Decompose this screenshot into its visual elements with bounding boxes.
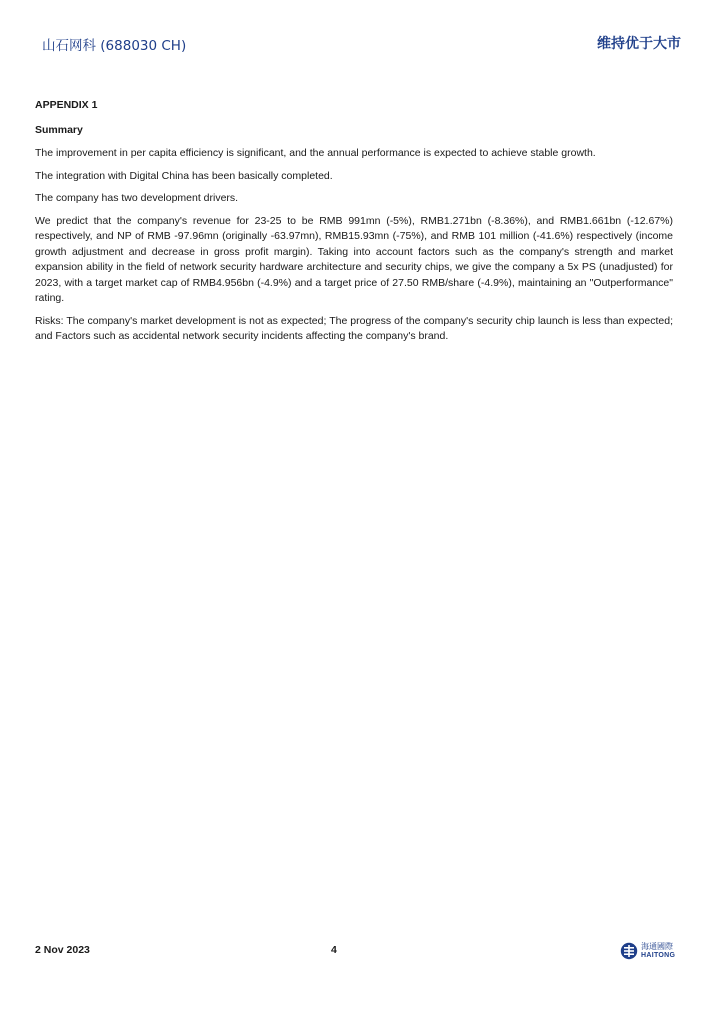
paragraph-integration: The integration with Digital China has been basically completed.: [35, 169, 333, 182]
paragraph-efficiency: The improvement in per capita efficiency is significant, and the annual performance is expected to achieve stable growth.: [35, 147, 596, 159]
report-body: [35, 99, 673, 352]
section-heading-summary: Summary: [35, 124, 83, 136]
logo-text-cn: 海通國際: [641, 942, 673, 951]
page-number: 4: [331, 944, 337, 956]
paragraph-forecast: We predict that the company's revenue for 23-25 to be RMB 991mn (-5%), RMB1.271bn (-8.36%), and RMB1.661bn (-12.67%) respectively, and NP of RMB -97.96mn (originally -63.97mn), RMB15.93mn (-75%), and RMB 101 million (-41.6%) respectively (income growth adjustment and decrease in gross profit margin). Taking into account factors such as the company's strength and market expansion ability in the field of network security hardware architecture and security chips, we give the company a 5x PS (unadjusted) for 2023, with a target market cap of RMB4.956bn (-4.9%) and a target price of 27.50 RMB/share (-4.9%), maintaining an "Outperformance" rating.: [35, 214, 673, 304]
paragraph-drivers: The company has two development drivers.: [35, 192, 239, 204]
logo-text-en: HAITONG: [641, 952, 676, 959]
footer-date: 2 Nov 2023: [35, 944, 90, 956]
paragraph-risks: Risks: The company's market development is not as expected; The progress of the company's security chip launch is less than expected; and Factors such as accidental network security incidents affecting the company's brand.: [35, 314, 673, 342]
header-rating-title: 维持优于大市: [597, 36, 681, 52]
appendix-title: APPENDIX 1: [35, 99, 98, 111]
haitong-logo: [620, 940, 676, 962]
haitong-logo-icon: [620, 942, 638, 960]
header-company: 山石网科 (688030 CH): [42, 38, 187, 54]
